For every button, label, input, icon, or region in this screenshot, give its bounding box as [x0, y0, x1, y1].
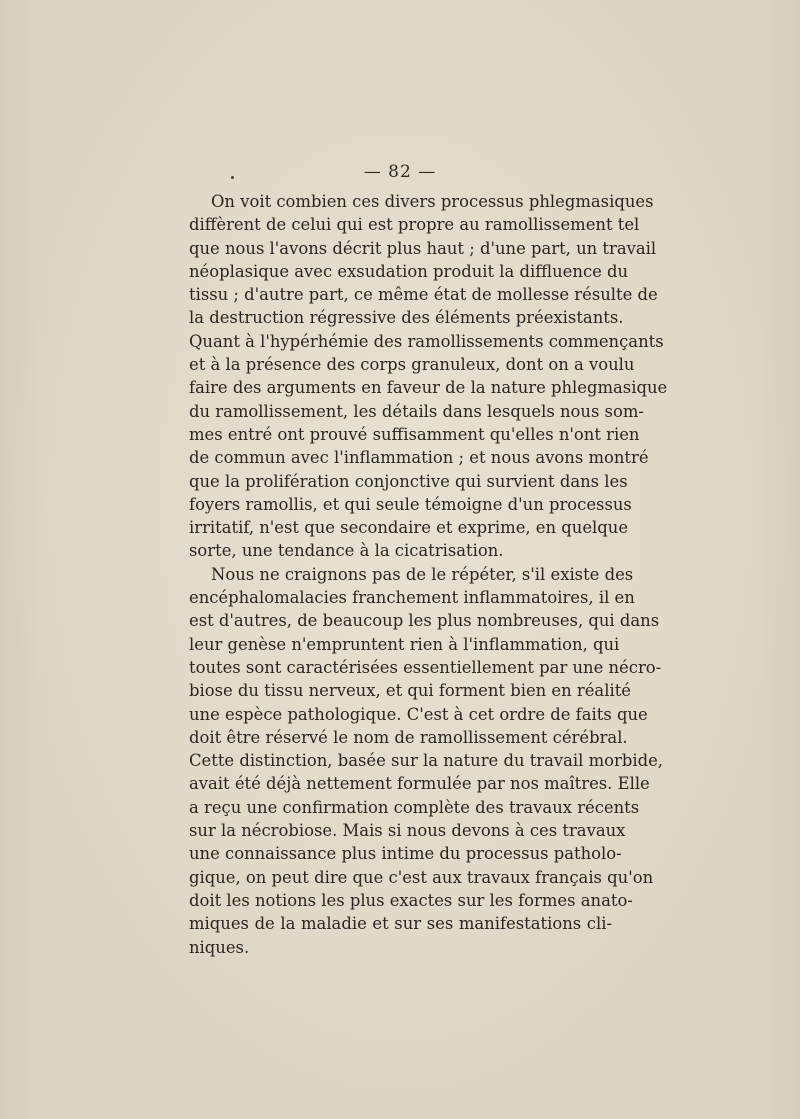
- text-line: de commun avec l'inflammation ; et nous avons montré: [189, 448, 649, 468]
- text-line: a reçu une confirmation complète des travaux récents: [189, 797, 640, 817]
- text-line: Quant à l'hypérhémie des ramollissements commençants: [189, 331, 664, 351]
- text-line: Nous ne craignons pas de le répéter, s'il existe des: [211, 564, 634, 584]
- text-line: miques de la maladie et sur ses manifestations cli-: [189, 914, 612, 934]
- text-line: biose du tissu nerveux, et qui forment bien en réalité: [189, 681, 631, 701]
- text-line: leur genèse n'empruntent rien à l'inflammation, qui: [189, 634, 620, 654]
- text-line: diffèrent de celui qui est propre au ramollissement tel: [189, 215, 640, 235]
- text-line: avait été déjà nettement formulée par nos maîtres. Elle: [189, 774, 650, 794]
- text-line: néoplasique avec exsudation produit la diffluence du: [189, 261, 629, 281]
- text-line: une connaissance plus intime du processus patholo-: [189, 844, 622, 864]
- text-line: niques.: [189, 937, 250, 957]
- text-line: et à la présence des corps granuleux, dont on a voulu: [189, 355, 635, 375]
- text-line: doit être réservé le nom de ramollissement cérébral.: [189, 727, 628, 747]
- text-line: irritatif, n'est que secondaire et exprime, en quelque: [189, 518, 629, 538]
- text-line: Cette distinction, basée sur la nature du travail morbide,: [189, 751, 664, 771]
- text-line: foyers ramollis, et qui seule témoigne d'un processus: [189, 494, 632, 514]
- text-line: que la prolifération conjonctive qui survient dans les: [189, 471, 628, 491]
- text-line: mes entré ont prouvé suffisamment qu'elles n'ont rien: [189, 424, 640, 444]
- text-line: encéphalomalacies franchement inflammatoires, il en: [189, 588, 635, 608]
- text-line: faire des arguments en faveur de la nature phlegmasique: [189, 378, 668, 398]
- body-text: [189, 190, 668, 959]
- text-line: est d'autres, de beaucoup les plus nombreuses, qui dans: [189, 611, 660, 631]
- text-line: la destruction régressive des éléments préexistants.: [189, 308, 624, 328]
- text-line: que nous l'avons décrit plus haut ; d'une part, un travail: [189, 238, 657, 258]
- text-line: une espèce pathologique. C'est à cet ordre de faits que: [189, 704, 648, 724]
- text-line: sorte, une tendance à la cicatrisation.: [189, 541, 504, 561]
- text-line: du ramollissement, les détails dans lesquels nous som-: [189, 401, 644, 421]
- text-line: On voit combien ces divers processus phlegmasiques: [211, 192, 654, 211]
- text-line: tissu ; d'autre part, ce même état de mollesse résulte de: [189, 285, 658, 305]
- text-line: doit les notions les plus exactes sur les formes anato-: [189, 890, 633, 910]
- text-line: sur la nécrobiose. Mais si nous devons à ces travaux: [189, 821, 626, 841]
- text-line: gique, on peut dire que c'est aux travaux français qu'on: [189, 867, 654, 887]
- text-line: toutes sont caractérisées essentiellement par une nécro-: [189, 657, 662, 677]
- page-number: — 82 —: [363, 162, 437, 182]
